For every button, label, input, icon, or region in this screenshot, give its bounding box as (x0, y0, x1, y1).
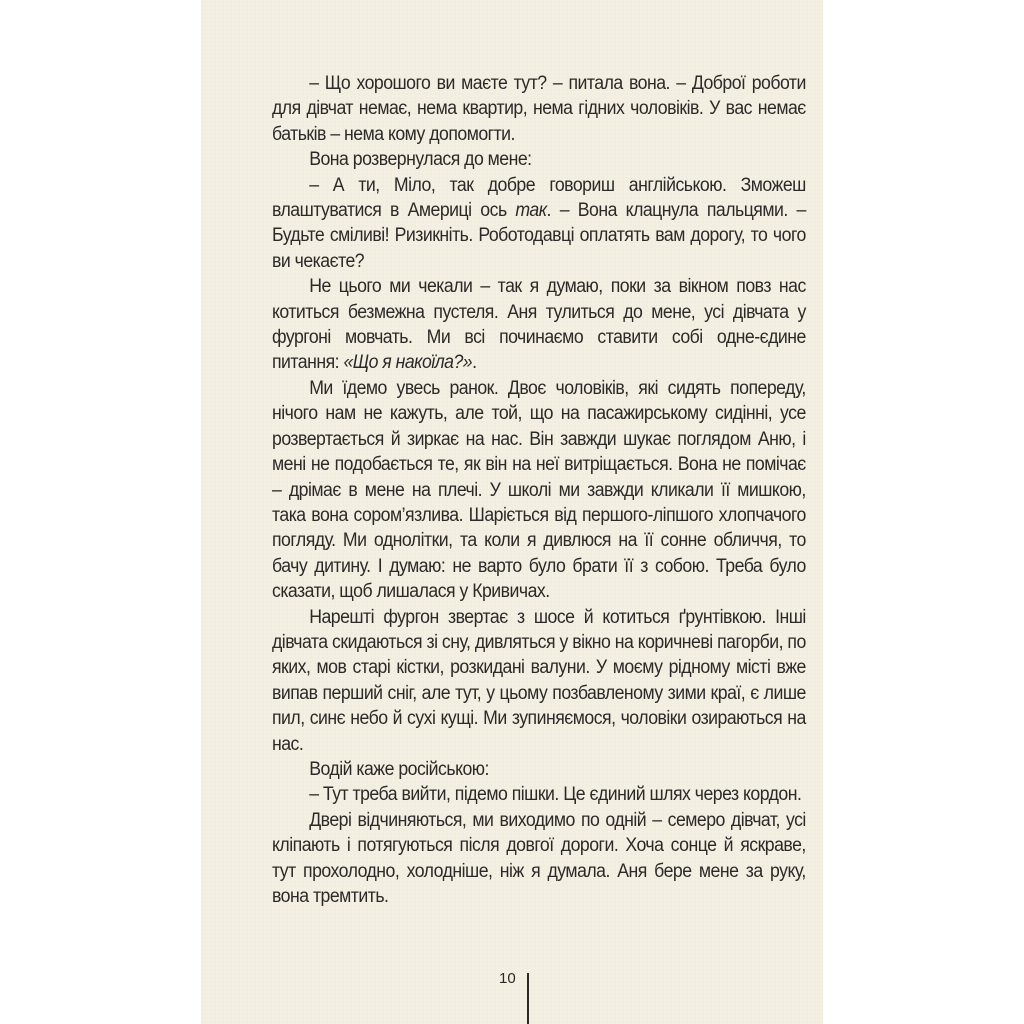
paragraph (272, 274, 806, 376)
page-number: 10 (499, 970, 516, 987)
paragraph (272, 173, 806, 275)
paragraph: – Що хорошого ви маєте тут? – питала вона. – Доброї роботи для дівчат немає, нема квартир, нема гідних чоловіків. У вас немає батьків – нема кому допомогти. (272, 73, 806, 145)
paragraph: Нарешті фургон звертає з шосе й котиться ґрунтівкою. Інші дівчата скидаються зі сну, дивляться у вікно на коричневі пагорби, по яких, мов старі кістки, розкидані валуни. У моєму рідному місті вже випав перший сніг, але тут, у цьому позбавленому зими краї, є лише пил, синє небо й сухі кущі. Ми зупиняємося, чоловіки озираються на нас. (272, 606, 806, 755)
paragraph: – Тут треба вийти, підемо пішки. Це єдиний шлях через кордон. (309, 784, 802, 806)
paragraph: Водій каже російською: (309, 758, 489, 780)
text-run: . – Вона клацнула пальцями. – Будьте сміливі! Ризикніть. Роботодавці оплатять вам дорогу, то чого ви чекаєте? (272, 200, 806, 272)
italic-run: «Що я накоїла?» (343, 352, 473, 374)
text-run: . (472, 352, 477, 374)
paragraph: Двері відчиняються, ми виходимо по одній – семеро дівчат, усі кліпають і потягуються після довгої дороги. Хоча сонце й яскраве, тут прохолодно, холодніше, ніж я думала. Аня бере мене за руку, вона тремтить. (272, 809, 806, 907)
body-text (272, 71, 806, 909)
paragraph: Вона розвернулася до мене: (309, 149, 532, 171)
page-number-rule (527, 973, 529, 1024)
book-page (201, 0, 823, 1024)
paragraph: Ми їдемо увесь ранок. Двоє чоловіків, які сидять попереду, нічого нам не кажуть, але той, що на пасажирському сидінні, усе розвертається й зиркає на нас. Він завжди шукає поглядом Аню, і мені не подобається те, як він на неї витріщається. Вона не помічає – дрімає в мене на плечі. У школі ми завжди кликали її мишкою, така вона сором’язлива. Шаріється від першого-ліпшого хлопчачого погляду. Ми однолітки, та коли я дивлюся на її сонне обличчя, то бачу дитину. І думаю: не варто було брати її з собою. Треба було сказати, щоб лишалася у Кривичах. (272, 377, 806, 603)
italic-run: так (515, 200, 547, 222)
text-run: Не цього ми чекали – так я думаю, поки за вікном повз нас котиться безмежна пустеля. Аня тулиться до мене, усі дівчата у фургоні мовчать. Ми всі починаємо ставити собі одне-єдине питання: (272, 276, 806, 374)
text-run: – А ти, Міло, так добре говориш англійською. Зможеш влаштуватися в Америці ось (272, 174, 806, 222)
